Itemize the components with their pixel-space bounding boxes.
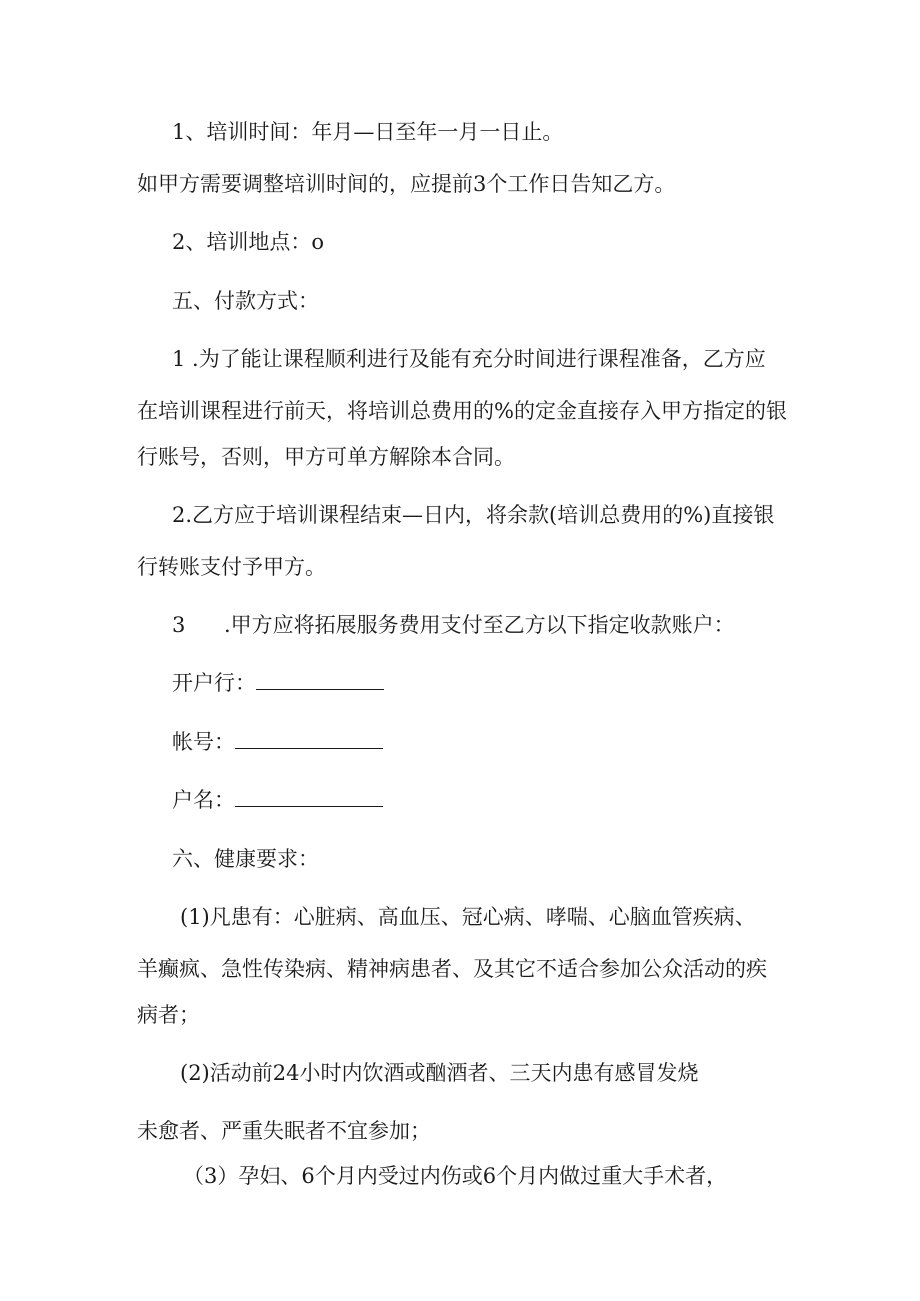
- clause-training-location: 2、培训地点：o: [172, 230, 325, 254]
- bank-name-label: 开户行：: [172, 671, 256, 695]
- account-name-label: 户名：: [172, 788, 235, 812]
- payment-clause-2-line-2: 行转账支付予甲方。: [137, 555, 326, 579]
- account-name-field: [172, 786, 383, 814]
- health-clause-3-line-1: （3）孕妇、6个月内受过内伤或6个月内做过重大手术者，: [183, 1164, 728, 1188]
- clause-time-adjust: 如甲方需要调整培训时间的，应提前3个工作日告知乙方。: [137, 172, 676, 196]
- payment-clause-3-number: 3: [172, 613, 186, 637]
- health-clause-2-line-2: 未愈者、严重失眠者不宜参加；: [137, 1119, 431, 1143]
- payment-clause-1-line-2: 在培训课程进行前天，将培训总费用的%的定金直接存入甲方指定的银: [137, 399, 787, 423]
- health-clause-1-line-2: 羊癫疯、急性传染病、精神病患者、及其它不适合参加公众活动的疾: [137, 957, 767, 981]
- account-number-field: [172, 728, 383, 756]
- section-heading-payment: 五、付款方式：: [172, 289, 319, 313]
- account-name-blank: [235, 786, 383, 807]
- payment-clause-3-text: .甲方应将拓展服务费用支付至乙方以下指定收款账户：: [224, 613, 735, 637]
- account-number-label: 帐号：: [172, 730, 235, 754]
- account-number-blank: [235, 728, 383, 749]
- payment-clause-1-line-3: 行账号，否则，甲方可单方解除本合同。: [137, 445, 515, 469]
- health-clause-2-line-1: (2)活动前24小时内饮酒或酗酒者、三天内患有感冒发烧: [180, 1061, 699, 1085]
- bank-name-field: [172, 669, 384, 697]
- section-heading-health: 六、健康要求：: [172, 847, 319, 871]
- bank-name-blank: [256, 669, 384, 690]
- payment-clause-2-line-1: 2.乙方应于培训课程结束—日内，将余款(培训总费用的%)直接银: [172, 503, 775, 527]
- health-clause-1-line-1: (1)凡患有：心脏病、高血压、冠心病、哮喘、心脑血管疾病、: [180, 905, 756, 929]
- clause-training-time: 1、培训时间：年月—日至年一月一日止。: [172, 120, 564, 144]
- payment-clause-1-line-1: 1 .为了能让课程顺利进行及能有充分时间进行课程准备，乙方应: [172, 347, 766, 371]
- health-clause-1-line-3: 病者；: [137, 1003, 200, 1027]
